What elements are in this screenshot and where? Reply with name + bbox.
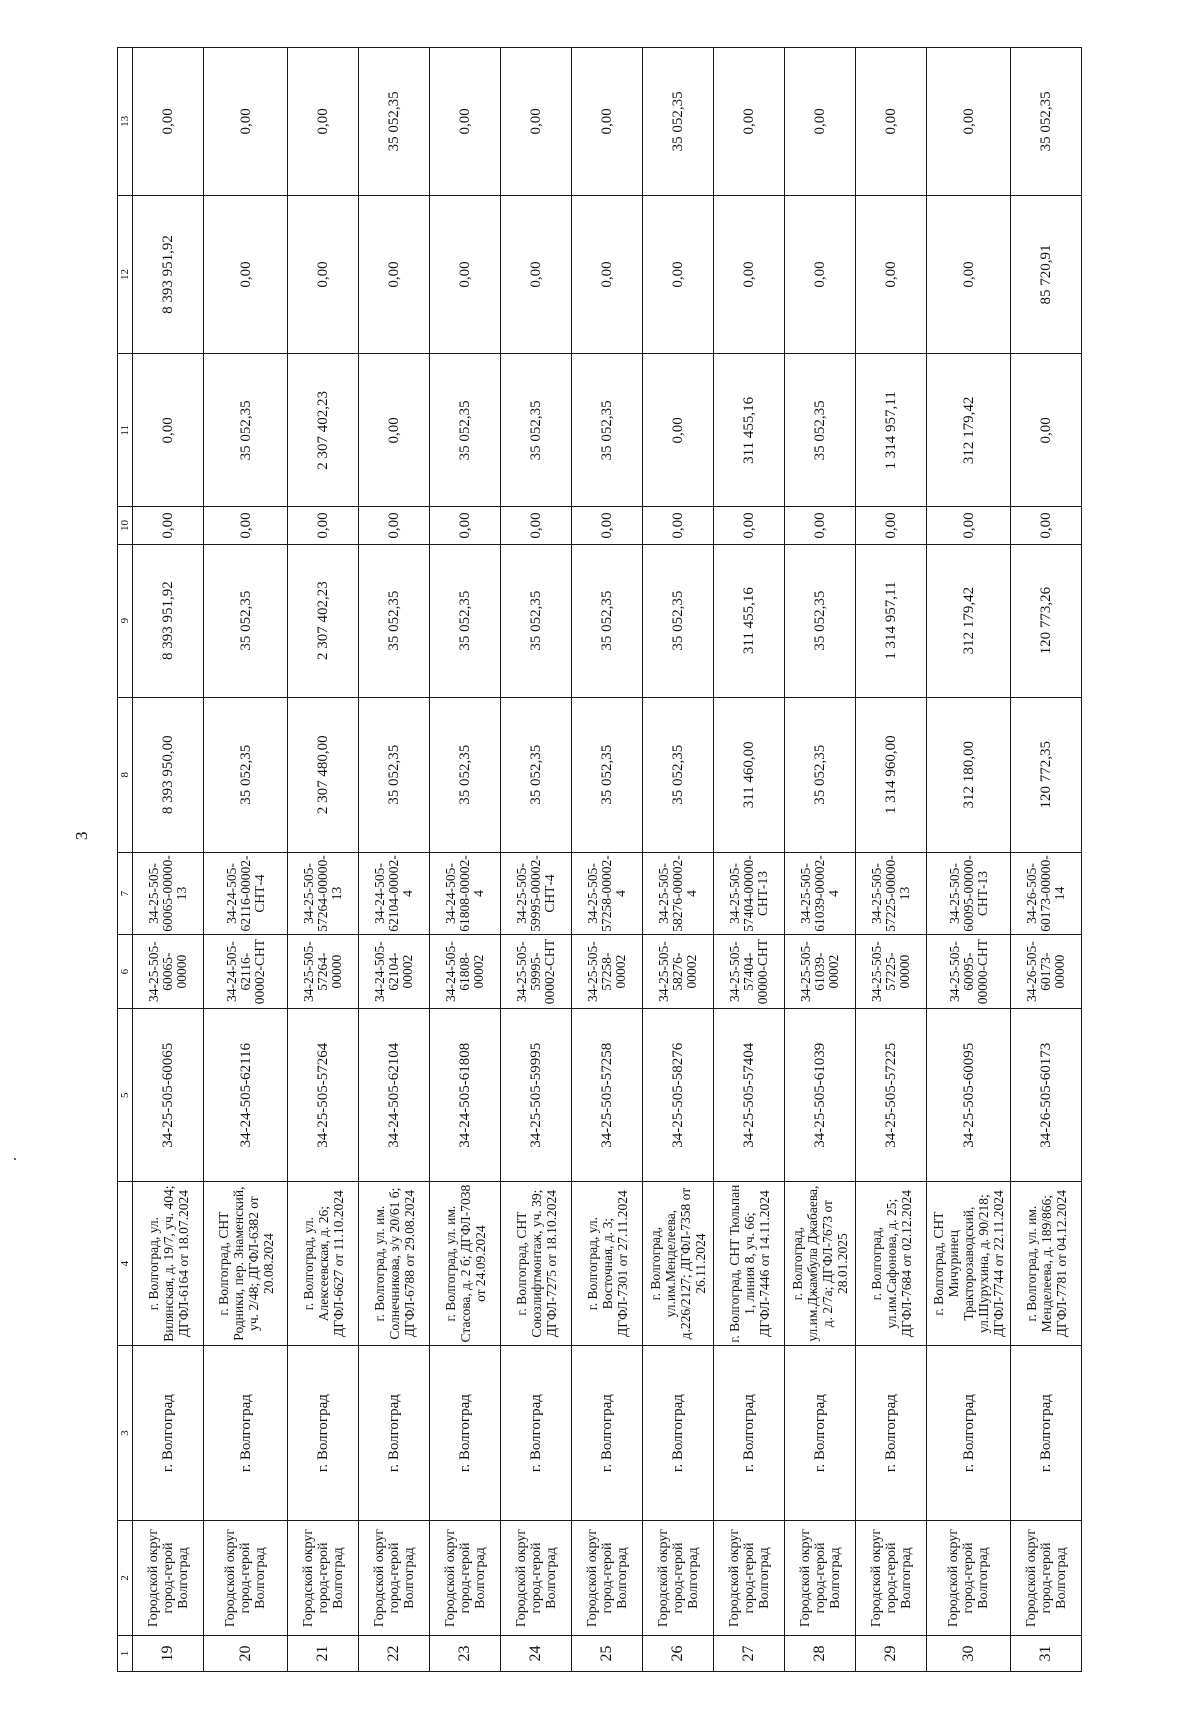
code-cell: 34-25-505-60065 xyxy=(133,1009,204,1182)
table-row xyxy=(204,48,288,1672)
address-cell: г. Волгоград, ул. Восточная, д. 3; ДГФЛ-7301 от 27.11.2024 xyxy=(572,1182,643,1346)
code-full-cell: 34-25-505-57258-00002-4 xyxy=(572,852,643,934)
municipality-cell: Городской округ город-герой Волгоград xyxy=(430,1521,501,1636)
amount-cell: 35 052,35 xyxy=(643,48,714,196)
municipality-cell: Городской округ город-герой Волгоград xyxy=(1011,1521,1082,1636)
amount-cell: 1 314 957,11 xyxy=(856,354,927,507)
address-cell: г. Волгоград, ул. Алексеевская, д. 26; ДГФЛ-6627 от 11.10.2024 xyxy=(288,1182,359,1346)
code-extended-cell: 34-25-505-59995-00002-СНТ xyxy=(501,934,572,1008)
code-full-cell: 34-24-505-61808-00002-4 xyxy=(430,852,501,934)
amount-cell: 0,00 xyxy=(643,354,714,507)
amount-cell: 312 180,00 xyxy=(927,697,1011,852)
city-cell: г. Волгоград xyxy=(856,1346,927,1521)
column-number: 5 xyxy=(118,1009,133,1182)
address-cell: г. Волгоград, СНТ Союзлифтмонтаж, уч. 39; ДГФЛ-7275 от 18.10.2024 xyxy=(501,1182,572,1346)
row-number: 28 xyxy=(785,1635,856,1671)
city-cell: г. Волгоград xyxy=(572,1346,643,1521)
code-cell: 34-25-505-59995 xyxy=(501,1009,572,1182)
amount-cell: 0,00 xyxy=(927,48,1011,196)
city-cell: г. Волгоград xyxy=(133,1346,204,1521)
code-extended-cell: 34-25-505-57258-00002 xyxy=(572,934,643,1008)
row-number: 27 xyxy=(714,1635,785,1671)
code-cell: 34-25-505-57258 xyxy=(572,1009,643,1182)
code-extended-cell: 34-24-505-62104-00002 xyxy=(359,934,430,1008)
address-cell: г. Волгоград, ул. им. Стасова, д. 2 б; ДГФЛ-7038 от 24.09.2024 xyxy=(430,1182,501,1346)
code-extended-cell: 34-26-505-60173-00000 xyxy=(1011,934,1082,1008)
table-row xyxy=(643,48,714,1672)
address-cell: г. Волгоград, СНТ Родники, пер. Знаменский, уч. 2/48; ДГФЛ-6382 от 20.08.2024 xyxy=(204,1182,288,1346)
amount-cell: 2 307 402,23 xyxy=(288,544,359,697)
code-cell: 34-25-505-57225 xyxy=(856,1009,927,1182)
amount-cell: 35 052,35 xyxy=(204,354,288,507)
amount-cell: 0,00 xyxy=(430,195,501,354)
municipality-cell: Городской округ город-герой Волгоград xyxy=(133,1521,204,1636)
amount-cell: 0,00 xyxy=(204,48,288,196)
amount-cell: 35 052,35 xyxy=(572,697,643,852)
code-full-cell: 34-25-505-61039-00002-4 xyxy=(785,852,856,934)
amount-cell: 35 052,35 xyxy=(572,354,643,507)
amount-cell: 8 393 950,00 xyxy=(133,697,204,852)
page-number: 3 xyxy=(72,831,91,840)
registry-table xyxy=(117,47,1082,1672)
amount-cell: 312 179,42 xyxy=(927,354,1011,507)
municipality-cell: Городской округ город-герой Волгоград xyxy=(785,1521,856,1636)
column-number: 13 xyxy=(118,48,133,196)
code-cell: 34-24-505-61808 xyxy=(430,1009,501,1182)
row-number: 30 xyxy=(927,1635,1011,1671)
row-number: 26 xyxy=(643,1635,714,1671)
table-row xyxy=(927,48,1011,1672)
amount-cell: 0,00 xyxy=(714,48,785,196)
column-number: 6 xyxy=(118,934,133,1008)
amount-cell: 0,00 xyxy=(288,48,359,196)
city-cell: г. Волгоград xyxy=(643,1346,714,1521)
amount-cell: 35 052,35 xyxy=(785,354,856,507)
code-cell: 34-25-505-58276 xyxy=(643,1009,714,1182)
scan-speck xyxy=(14,1158,16,1160)
column-number: 4 xyxy=(118,1182,133,1346)
amount-cell: 2 307 480,00 xyxy=(288,697,359,852)
code-extended-cell: 34-25-505-61039-00002 xyxy=(785,934,856,1008)
municipality-cell: Городской округ город-герой Волгоград xyxy=(288,1521,359,1636)
amount-cell: 312 179,42 xyxy=(927,544,1011,697)
amount-cell: 85 720,91 xyxy=(1011,195,1082,354)
address-cell: г. Волгоград, СНТ Мичуринец Тракторозаводский, ул.Шурухина, д. 90/218; ДГФЛ-7744 от 22.11.2024 xyxy=(927,1182,1011,1346)
municipality-cell: Городской округ город-герой Волгоград xyxy=(204,1521,288,1636)
code-cell: 34-24-505-62116 xyxy=(204,1009,288,1182)
amount-cell: 0,00 xyxy=(714,507,785,544)
address-cell: г. Волгоград, ул.им.Менделеева, д.226/2127; ДГФЛ-7358 от 26.11.2024 xyxy=(643,1182,714,1346)
amount-cell: 35 052,35 xyxy=(643,697,714,852)
municipality-cell: Городской округ город-герой Волгоград xyxy=(643,1521,714,1636)
table-row xyxy=(856,48,927,1672)
row-number: 22 xyxy=(359,1635,430,1671)
column-number: 10 xyxy=(118,507,133,544)
amount-cell: 35 052,35 xyxy=(785,697,856,852)
amount-cell: 35 052,35 xyxy=(204,697,288,852)
column-number: 7 xyxy=(118,852,133,934)
table-row xyxy=(714,48,785,1672)
code-cell: 34-25-505-57404 xyxy=(714,1009,785,1182)
amount-cell: 8 393 951,92 xyxy=(133,195,204,354)
amount-cell: 0,00 xyxy=(927,195,1011,354)
municipality-cell: Городской округ город-герой Волгоград xyxy=(359,1521,430,1636)
amount-cell: 0,00 xyxy=(204,195,288,354)
row-number: 23 xyxy=(430,1635,501,1671)
amount-cell: 0,00 xyxy=(856,48,927,196)
code-cell: 34-26-505-60173 xyxy=(1011,1009,1082,1182)
address-cell: г. Волгоград, ул. им. Менделеева, д. 189/866; ДГФЛ-7781 от 04.12.2024 xyxy=(1011,1182,1082,1346)
city-cell: г. Волгоград xyxy=(288,1346,359,1521)
amount-cell: 0,00 xyxy=(643,507,714,544)
municipality-cell: Городской округ город-герой Волгоград xyxy=(572,1521,643,1636)
code-cell: 34-25-505-60095 xyxy=(927,1009,1011,1182)
row-number: 31 xyxy=(1011,1635,1082,1671)
amount-cell: 0,00 xyxy=(133,48,204,196)
code-full-cell: 34-24-505-62104-00002-4 xyxy=(359,852,430,934)
table-row xyxy=(785,48,856,1672)
amount-cell: 0,00 xyxy=(785,48,856,196)
column-number: 11 xyxy=(118,354,133,507)
city-cell: г. Волгоград xyxy=(927,1346,1011,1521)
code-full-cell: 34-25-505-57264-00000-13 xyxy=(288,852,359,934)
code-full-cell: 34-25-505-57404-00000-СНТ-13 xyxy=(714,852,785,934)
address-cell: г. Волгоград, ул. им. Солнечникова, з/у 20/61 б; ДГФЛ-6788 от 29.08.2024 xyxy=(359,1182,430,1346)
code-extended-cell: 34-25-505-57264-00000 xyxy=(288,934,359,1008)
amount-cell: 0,00 xyxy=(501,507,572,544)
city-cell: г. Волгоград xyxy=(430,1346,501,1521)
amount-cell: 0,00 xyxy=(204,507,288,544)
row-number: 21 xyxy=(288,1635,359,1671)
city-cell: г. Волгоград xyxy=(714,1346,785,1521)
amount-cell: 0,00 xyxy=(501,195,572,354)
amount-cell: 0,00 xyxy=(856,195,927,354)
amount-cell: 0,00 xyxy=(572,507,643,544)
table-body xyxy=(133,48,1082,1672)
amount-cell: 0,00 xyxy=(714,195,785,354)
column-number: 1 xyxy=(118,1635,133,1671)
amount-cell: 1 314 957,11 xyxy=(856,544,927,697)
amount-cell: 0,00 xyxy=(288,507,359,544)
code-full-cell: 34-25-505-58276-00002-4 xyxy=(643,852,714,934)
city-cell: г. Волгоград xyxy=(359,1346,430,1521)
amount-cell: 311 460,00 xyxy=(714,697,785,852)
amount-cell: 35 052,35 xyxy=(1011,48,1082,196)
code-extended-cell: 34-25-505-57404-00000-СНТ xyxy=(714,934,785,1008)
row-number: 20 xyxy=(204,1635,288,1671)
city-cell: г. Волгоград xyxy=(501,1346,572,1521)
code-extended-cell: 34-25-505-60095-00000-СНТ xyxy=(927,934,1011,1008)
amount-cell: 1 314 960,00 xyxy=(856,697,927,852)
amount-cell: 0,00 xyxy=(927,507,1011,544)
column-number: 8 xyxy=(118,697,133,852)
row-number: 19 xyxy=(133,1635,204,1671)
amount-cell: 0,00 xyxy=(288,195,359,354)
table-row xyxy=(572,48,643,1672)
amount-cell: 8 393 951,92 xyxy=(133,544,204,697)
amount-cell: 311 455,16 xyxy=(714,354,785,507)
row-number: 29 xyxy=(856,1635,927,1671)
amount-cell: 35 052,35 xyxy=(204,544,288,697)
table-row xyxy=(288,48,359,1672)
address-cell: г. Волгоград, СНТ Тюльпан 1, линия 8, уч. 66; ДГФЛ-7446 от 14.11.2024 xyxy=(714,1182,785,1346)
row-number: 25 xyxy=(572,1635,643,1671)
amount-cell: 120 773,26 xyxy=(1011,544,1082,697)
amount-cell: 35 052,35 xyxy=(501,354,572,507)
municipality-cell: Городской округ город-герой Волгоград xyxy=(927,1521,1011,1636)
table-row xyxy=(430,48,501,1672)
amount-cell: 0,00 xyxy=(501,48,572,196)
column-number-row xyxy=(118,48,133,1672)
table-row xyxy=(359,48,430,1672)
amount-cell: 0,00 xyxy=(133,507,204,544)
amount-cell: 120 772,35 xyxy=(1011,697,1082,852)
amount-cell: 35 052,35 xyxy=(785,544,856,697)
code-cell: 34-25-505-61039 xyxy=(785,1009,856,1182)
code-full-cell: 34-24-505-62116-00002-СНТ-4 xyxy=(204,852,288,934)
amount-cell: 0,00 xyxy=(133,354,204,507)
amount-cell: 0,00 xyxy=(643,195,714,354)
code-extended-cell: 34-25-505-58276-00002 xyxy=(643,934,714,1008)
amount-cell: 0,00 xyxy=(430,48,501,196)
amount-cell: 0,00 xyxy=(430,507,501,544)
amount-cell: 0,00 xyxy=(359,195,430,354)
amount-cell: 2 307 402,23 xyxy=(288,354,359,507)
document-table-rotated xyxy=(117,47,1082,1672)
amount-cell: 0,00 xyxy=(359,354,430,507)
code-extended-cell: 34-24-505-62116-00002-СНТ xyxy=(204,934,288,1008)
table-row xyxy=(1011,48,1082,1672)
amount-cell: 0,00 xyxy=(785,507,856,544)
municipality-cell: Городской округ город-герой Волгоград xyxy=(714,1521,785,1636)
table-row xyxy=(133,48,204,1672)
amount-cell: 35 052,35 xyxy=(430,354,501,507)
column-number: 9 xyxy=(118,544,133,697)
row-number: 24 xyxy=(501,1635,572,1671)
amount-cell: 35 052,35 xyxy=(572,544,643,697)
amount-cell: 0,00 xyxy=(1011,354,1082,507)
column-number: 12 xyxy=(118,195,133,354)
amount-cell: 35 052,35 xyxy=(359,48,430,196)
municipality-cell: Городской округ город-герой Волгоград xyxy=(501,1521,572,1636)
address-cell: г. Волгоград, ул.им.Джамбула Джабаева, д. 2/7а; ДГФЛ-7673 от 28.01.2025 xyxy=(785,1182,856,1346)
code-extended-cell: 34-25-505-60065-00000 xyxy=(133,934,204,1008)
amount-cell: 0,00 xyxy=(785,195,856,354)
amount-cell: 0,00 xyxy=(1011,507,1082,544)
amount-cell: 0,00 xyxy=(856,507,927,544)
code-full-cell: 34-25-505-57225-00000-13 xyxy=(856,852,927,934)
code-full-cell: 34-25-505-60095-00000-СНТ-13 xyxy=(927,852,1011,934)
code-full-cell: 34-25-505-60065-00000-13 xyxy=(133,852,204,934)
amount-cell: 311 455,16 xyxy=(714,544,785,697)
column-number: 2 xyxy=(118,1521,133,1636)
code-cell: 34-24-505-62104 xyxy=(359,1009,430,1182)
city-cell: г. Волгоград xyxy=(204,1346,288,1521)
address-cell: г. Волгоград, ул. Вилянская, д. 19/7, уч. 404; ДГФЛ-6164 от 18.07.2024 xyxy=(133,1182,204,1346)
code-extended-cell: 34-25-505-57225-00000 xyxy=(856,934,927,1008)
municipality-cell: Городской округ город-герой Волгоград xyxy=(856,1521,927,1636)
amount-cell: 0,00 xyxy=(359,507,430,544)
table-row xyxy=(501,48,572,1672)
code-cell: 34-25-505-57264 xyxy=(288,1009,359,1182)
city-cell: г. Волгоград xyxy=(1011,1346,1082,1521)
code-full-cell: 34-25-505-59995-00002-СНТ-4 xyxy=(501,852,572,934)
amount-cell: 0,00 xyxy=(572,48,643,196)
amount-cell: 35 052,35 xyxy=(643,544,714,697)
city-cell: г. Волгоград xyxy=(785,1346,856,1521)
column-number: 3 xyxy=(118,1346,133,1521)
code-extended-cell: 34-24-505-61808-00002 xyxy=(430,934,501,1008)
amount-cell: 35 052,35 xyxy=(359,697,430,852)
amount-cell: 35 052,35 xyxy=(501,544,572,697)
amount-cell: 35 052,35 xyxy=(430,697,501,852)
address-cell: г. Волгоград, ул.им.Сафонова, д. 25; ДГФЛ-7684 от 02.12.2024 xyxy=(856,1182,927,1346)
amount-cell: 0,00 xyxy=(572,195,643,354)
code-full-cell: 34-26-505-60173-00000-14 xyxy=(1011,852,1082,934)
amount-cell: 35 052,35 xyxy=(359,544,430,697)
amount-cell: 35 052,35 xyxy=(501,697,572,852)
amount-cell: 35 052,35 xyxy=(430,544,501,697)
